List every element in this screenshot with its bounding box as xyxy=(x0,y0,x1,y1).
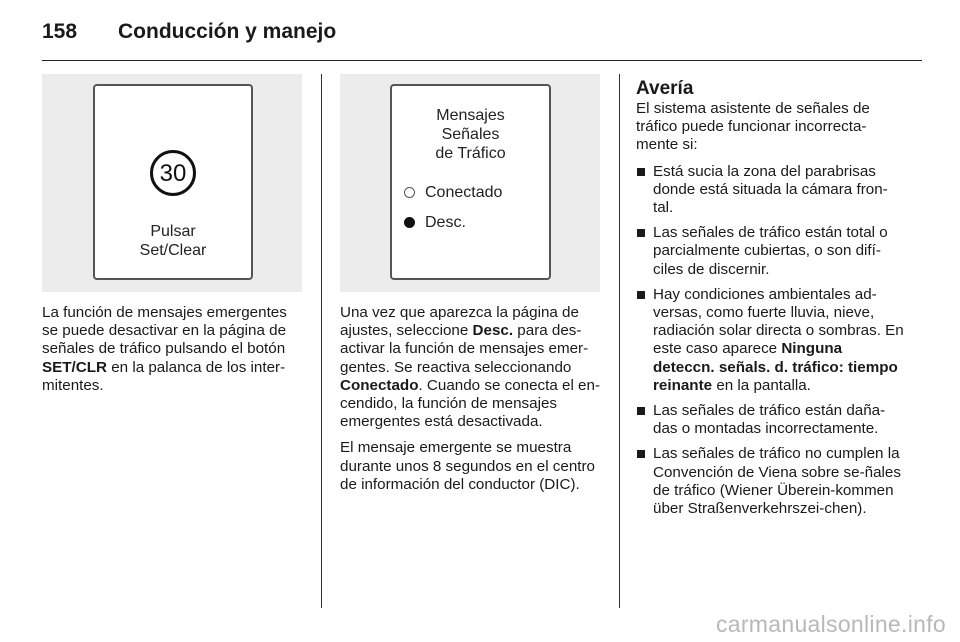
column-divider-left xyxy=(321,74,322,608)
intro-paragraph: El sistema asistente de señales de tráfico puede funcionar incorrecta-mente si: xyxy=(636,100,870,154)
set-clear-label: Set/Clear xyxy=(139,242,207,259)
figure-traffic-sign-messages xyxy=(340,74,600,292)
page-number: 158 xyxy=(42,20,78,43)
list-item-text: en la pantalla. xyxy=(712,376,811,394)
list-item-text: Las señales de tráfico no cumplen la Convención de Viena sobre se-ñales de tráfico (Wiener Überein-kommen über Straßenverkehrszei-chen). xyxy=(653,445,901,518)
option-off xyxy=(404,214,466,232)
menu-title-line: de Tráfico xyxy=(435,145,506,162)
list-item-text: Está sucia la zona del parabrisas donde está situada la cámara fron-tal. xyxy=(653,162,888,217)
speed-limit-value: 30 xyxy=(159,160,187,187)
column-3-text xyxy=(636,78,904,525)
list-item xyxy=(636,224,904,279)
bullet-square-icon xyxy=(637,407,645,415)
bullet-square-icon xyxy=(637,291,645,299)
display-panel xyxy=(93,84,253,280)
header-rule xyxy=(42,60,922,61)
paragraph: El mensaje emergente se muestra durante unos 8 segundos en el centro de información del conductor (DIC). xyxy=(340,439,595,493)
list-item-text: Las señales de tráfico están total o parcialmente cubiertas, o son difí-ciles de discernir. xyxy=(653,224,888,278)
option-name: Desc. xyxy=(472,322,514,340)
menu-title-line: Mensajes xyxy=(436,107,505,124)
option-on-label: Conectado xyxy=(425,184,503,201)
fault-list xyxy=(636,163,904,519)
button-name: SET/CLR xyxy=(42,358,107,376)
menu-title xyxy=(392,106,549,163)
paragraph xyxy=(340,304,606,431)
display-message: Ninguna deteccn. señals. d. tráfico: tiempo reinante xyxy=(653,340,898,394)
text-run: para des-activar la función de mensajes emer-gentes. Se reactiva seleccionando xyxy=(340,322,589,376)
speed-limit-sign-icon xyxy=(150,150,196,196)
list-item-text: Hay condiciones ambientales ad-versas, como fuerte lluvia, nieve, radiación solar directa o sombras. En este caso aparece xyxy=(653,285,904,358)
bullet-square-icon xyxy=(637,168,645,176)
radio-empty-icon xyxy=(404,187,415,198)
menu-title-line: Señales xyxy=(441,126,500,143)
column-divider-right xyxy=(619,74,620,608)
paragraph xyxy=(42,304,304,395)
list-item xyxy=(636,286,904,395)
text-run: . Cuando se conecta el en-cendido, la función de mensajes emergentes está desactivada. xyxy=(340,376,601,431)
option-off-label: Desc. xyxy=(425,214,466,231)
option-name: Conectado xyxy=(340,376,419,394)
list-item xyxy=(636,163,904,218)
watermark: carmanualsonline.info xyxy=(715,611,946,637)
list-item xyxy=(636,445,904,518)
radio-selected-icon xyxy=(404,217,415,228)
chapter-title: Conducción y manejo xyxy=(118,20,337,43)
column-1-text xyxy=(42,304,304,403)
column-2-text xyxy=(340,304,606,502)
display-panel xyxy=(390,84,551,280)
section-title: Avería xyxy=(636,78,694,99)
list-item xyxy=(636,402,904,438)
text-run: Una vez que aparezca la página de ajustes, seleccione xyxy=(340,304,579,340)
option-on xyxy=(404,184,502,202)
press-label: Pulsar xyxy=(150,223,196,240)
bullet-square-icon xyxy=(637,229,645,237)
list-item-text: Las señales de tráfico están daña-das o montadas incorrectamente. xyxy=(653,402,886,438)
text-run: La función de mensajes emergentes se puede desactivar en la página de señales de tráfico pulsando el botón xyxy=(42,304,287,358)
text-run: en la palanca de los inter-mitentes. xyxy=(42,358,286,394)
bullet-square-icon xyxy=(637,450,645,458)
page-header xyxy=(42,14,922,54)
figure-set-clear xyxy=(42,74,302,292)
